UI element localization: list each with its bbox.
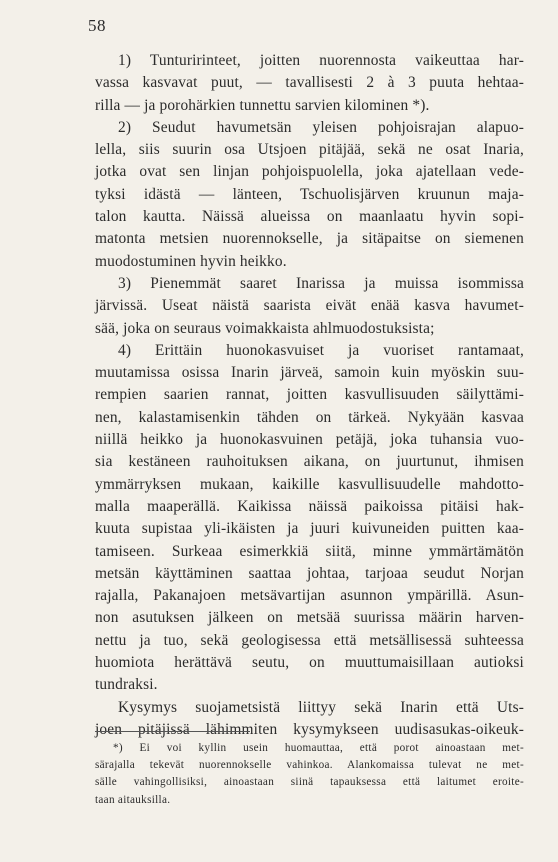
footnote-line: särajalla tekevät nuorennokselle vahinkoa. Alankomaissa tulevat ne met- [95, 759, 524, 772]
body-line: nen, kalastamisenkin tähden on tärkeä. Nykyään kasvaa [95, 408, 524, 426]
body-line: rajalla, Pakanajoen metsävartijan asunnon ympärillä. Asun- [95, 587, 524, 605]
body-line: 4) Erittäin huonokasvuiset ja vuoriset rantamaat, [118, 341, 524, 359]
body-line: Kysymys suojametsistä liittyy sekä Inarin että Uts- [118, 698, 524, 716]
body-line: tyksi idästä — länteen, Tschuolisjärven kruunun maja- [95, 185, 524, 203]
body-line: kuuta supistaa yli-ikäisten ja juuri kuivuneiden puitten kaa- [95, 520, 524, 538]
body-line: niillä heikko ja huonokasvuinen petäjä, joka tuhansia vuo- [95, 431, 524, 449]
body-line: ymmärryksen mukaan, kaikille kasvullisuudelle mahdotto- [95, 475, 524, 493]
footnote [95, 740, 524, 809]
body-line: huomiota herättävä seutu, on muuttumaisillaan autioksi [95, 654, 524, 672]
footnote-line: sälle vahingollisiksi, ainoastaan siinä tapauksessa että laitumet eroite- [95, 776, 524, 789]
footnote-line: *) Ei voi kyllin usein huomauttaa, että porot ainoastaan met- [113, 742, 524, 754]
body-line: tundraksi. [95, 676, 158, 694]
body-line: joen pitäjissä lähimmiten kysymykseen uudisasukas-oikeuk- [95, 720, 524, 738]
body-line: 1) Tunturirinteet, joitten nuorennosta vaikeuttaa har- [118, 52, 524, 69]
body-line: muutamissa osissa Inarin järveä, samoin kuin myöskin suu- [95, 364, 524, 382]
body-line: malla maaperällä. Kaikissa näissä paikoissa pitäisi hak- [95, 497, 524, 515]
body-line: sää, joka on seuraus voimakkaista ahlmuodostuksista; [95, 319, 435, 337]
body-line: rilla — ja porohärkien tunnettu sarvien kilominen *). [95, 96, 430, 114]
body-line: rempien saarien rannat, joitten kasvullisuuden säilyttämi- [95, 386, 524, 404]
body-line: jotka ovat sen linjan pohjoispuolella, joka ajatellaan vede- [95, 163, 524, 181]
page-number: 58 [88, 16, 106, 35]
body-line: metsän käyttäminen saattaa johtaa, tarjoaa seudut Norjan [95, 564, 524, 582]
body-line: non asutuksen jälkeen on metsää suurissa määrin harven- [95, 609, 524, 627]
body-line: vassa kasvavat puut, — tavallisesti 2 à 3 puuta hehtaa- [95, 74, 524, 92]
body-line: matonta metsien nuorennokselle, ja sitäpaitse on siemenen [95, 230, 524, 248]
body-line: muodostuminen hyvin heikko. [95, 252, 287, 270]
footnote-divider [95, 731, 250, 732]
body-line: järvissä. Useat näistä saarista eivät enää kasva havumet- [95, 297, 524, 315]
footnote-line: taan aitauksilla. [95, 793, 171, 806]
body-line: 3) Pienemmät saaret Inarissa ja muissa isommissa [118, 274, 524, 292]
body-line: tamiseen. Surkeaa esimerkkiä siitä, minne ymmärtämätön [95, 542, 524, 560]
body-line: sia kestäneen rauhoituksen aikana, on juurtunut, ihmisen [95, 453, 524, 471]
body-line: lella, siis suurin osa Utsjoen pitäjää, sekä ne osat Inaria, [95, 141, 524, 159]
body-line: nettu ja tuo, sekä geologisessa että metsällisessä suhteessa [95, 631, 524, 649]
body-text [95, 50, 524, 741]
body-line: talon kautta. Näissä alueissa on maanlaatu hyvin sopi- [95, 208, 524, 226]
body-line: 2) Seudut havumetsän yleisen pohjoisrajan alapuo- [118, 118, 524, 136]
